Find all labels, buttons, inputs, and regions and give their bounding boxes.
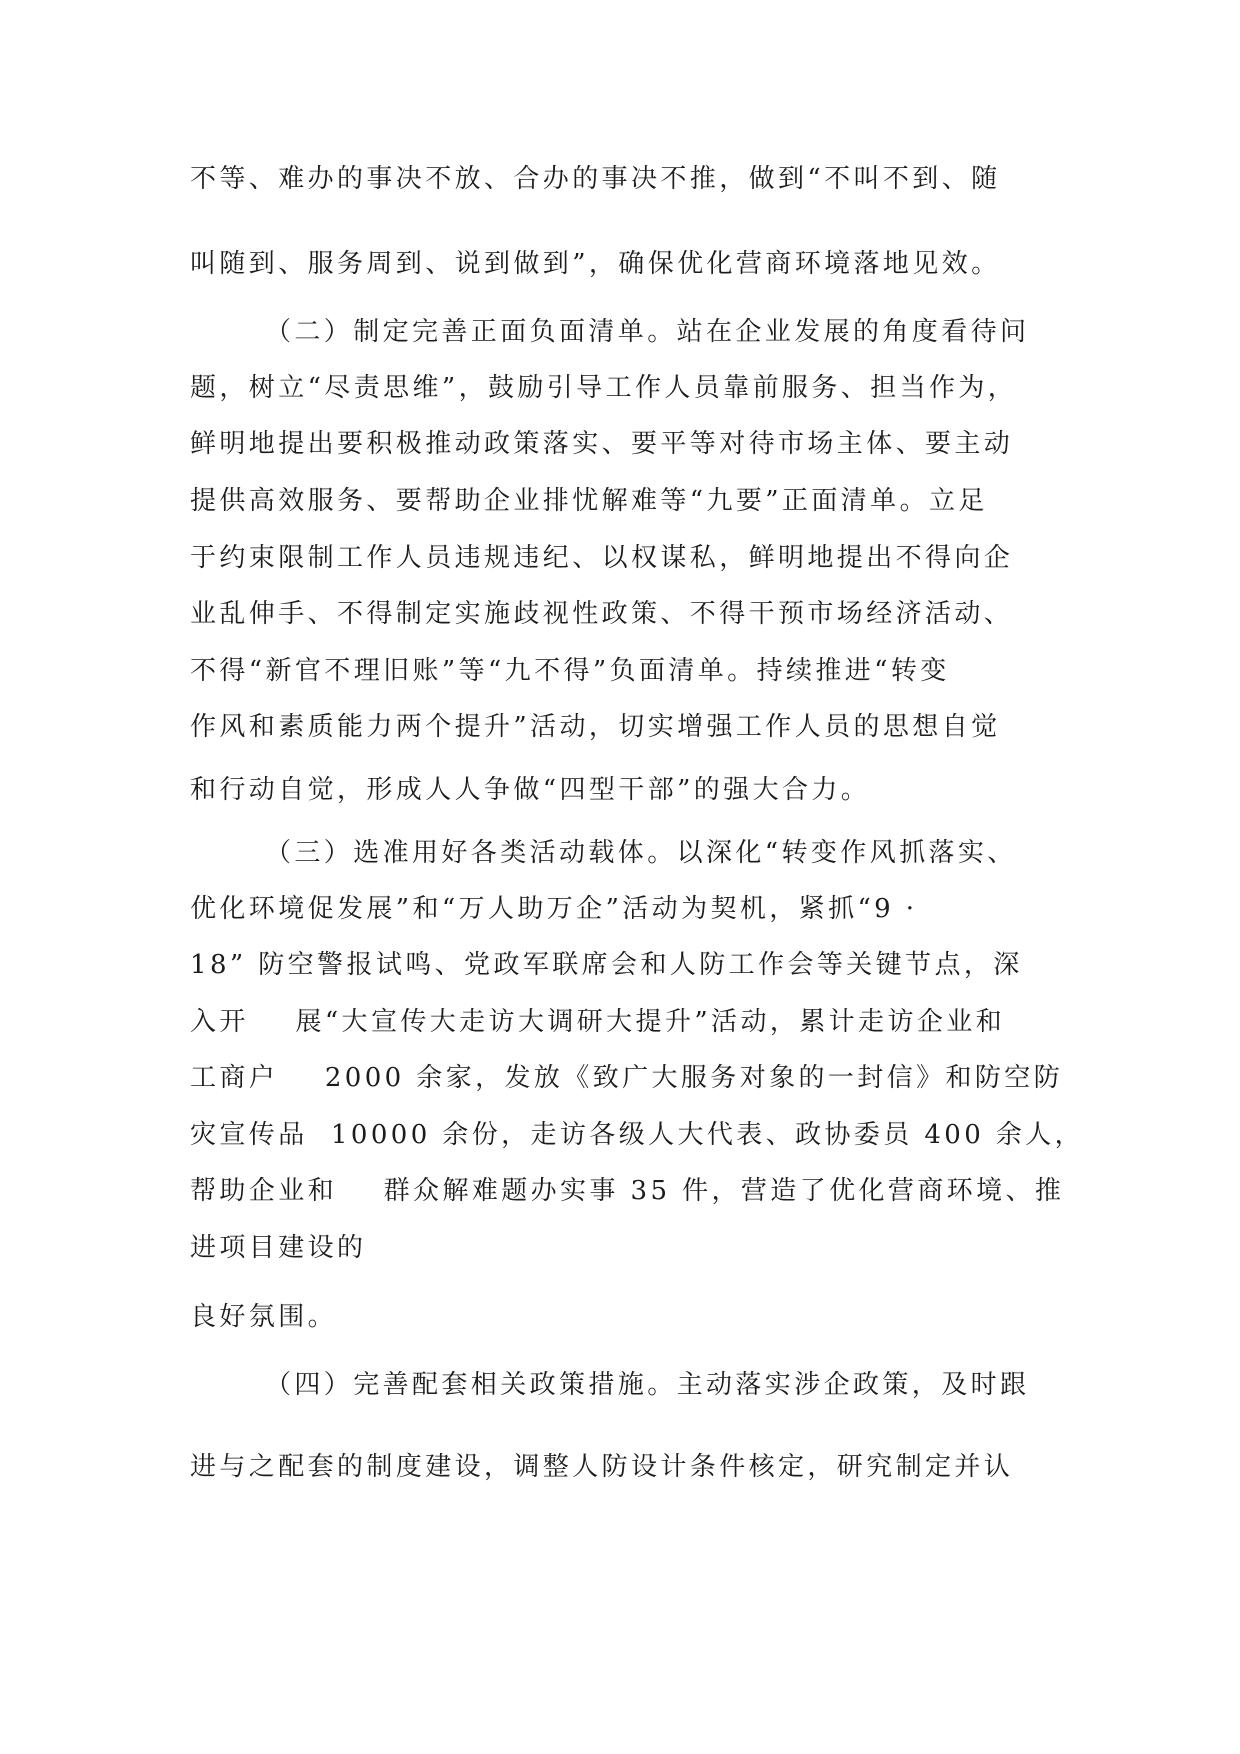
paragraph-line: 提供高效服务、要帮助企业排忧解难等“九要”正面清单。立足 [190, 486, 988, 516]
paragraph-line: 业乱伸手、不得制定实施歧视性政策、不得干预市场经济活动、 [190, 599, 1014, 629]
paragraph-line: 鲜明地提出要积极推动政策落实、要平等对待市场主体、要主动 [190, 429, 1014, 459]
section-heading-line: （四）完善配套相关政策措施。主动落实涉企政策，及时跟 [265, 1370, 1030, 1400]
section-heading-line: （二）制定完善正面负面清单。站在企业发展的角度看待问 [265, 317, 1030, 347]
paragraph-line: 18” 防空警报试鸣、党政军联席会和人防工作会等关键节点，深 [190, 950, 1023, 980]
paragraph-line: 进项目建设的 [190, 1233, 367, 1263]
paragraph-line: 进与之配套的制度建设，调整人防设计条件核定，研究制定并认 [190, 1452, 1014, 1482]
paragraph-line: 和行动自觉，形成人人争做“四型干部”的强大合力。 [190, 775, 871, 805]
paragraph-line: 入开 展“大宣传大走访大调研大提升”活动，累计走访企业和 [190, 1007, 1006, 1037]
paragraph-line: 优化环境促发展”和“万人助万企”活动为契机，紧抓“9 · [190, 894, 918, 924]
paragraph-line: 作风和素质能力两个提升”活动，切实增强工作人员的思想自觉 [190, 712, 1001, 742]
paragraph-line: 不等、难办的事决不放、合办的事决不推，做到“不叫不到、随 [190, 164, 1001, 194]
section-heading-line: （三）选准用好各类活动载体。以深化“转变作风抓落实、 [265, 838, 1017, 868]
paragraph-line: 叫随到、服务周到、说到做到”，确保优化营商环境落地见效。 [190, 249, 1001, 279]
paragraph-line: 灾宣传品 10000 余份，走访各级人大代表、政协委员 400 余人， [190, 1120, 1085, 1150]
paragraph-line: 良好氛围。 [190, 1302, 338, 1332]
paragraph-line: 帮助企业和 群众解难题办实事 35 件，营造了优化营商环境、推 [190, 1176, 1065, 1206]
paragraph-line: 工商户 2000 余家，发放《致广大服务对象的一封信》和防空防 [190, 1063, 1064, 1093]
paragraph-line: 于约束限制工作人员违规违纪、以权谋私，鲜明地提出不得向企 [190, 543, 1014, 573]
paragraph-line: 题，树立“尽责思维”，鼓励引导工作人员靠前服务、担当作为， [190, 373, 1018, 403]
paragraph-line: 不得“新官不理旧账”等“九不得”负面清单。持续推进“转变 [190, 656, 950, 686]
